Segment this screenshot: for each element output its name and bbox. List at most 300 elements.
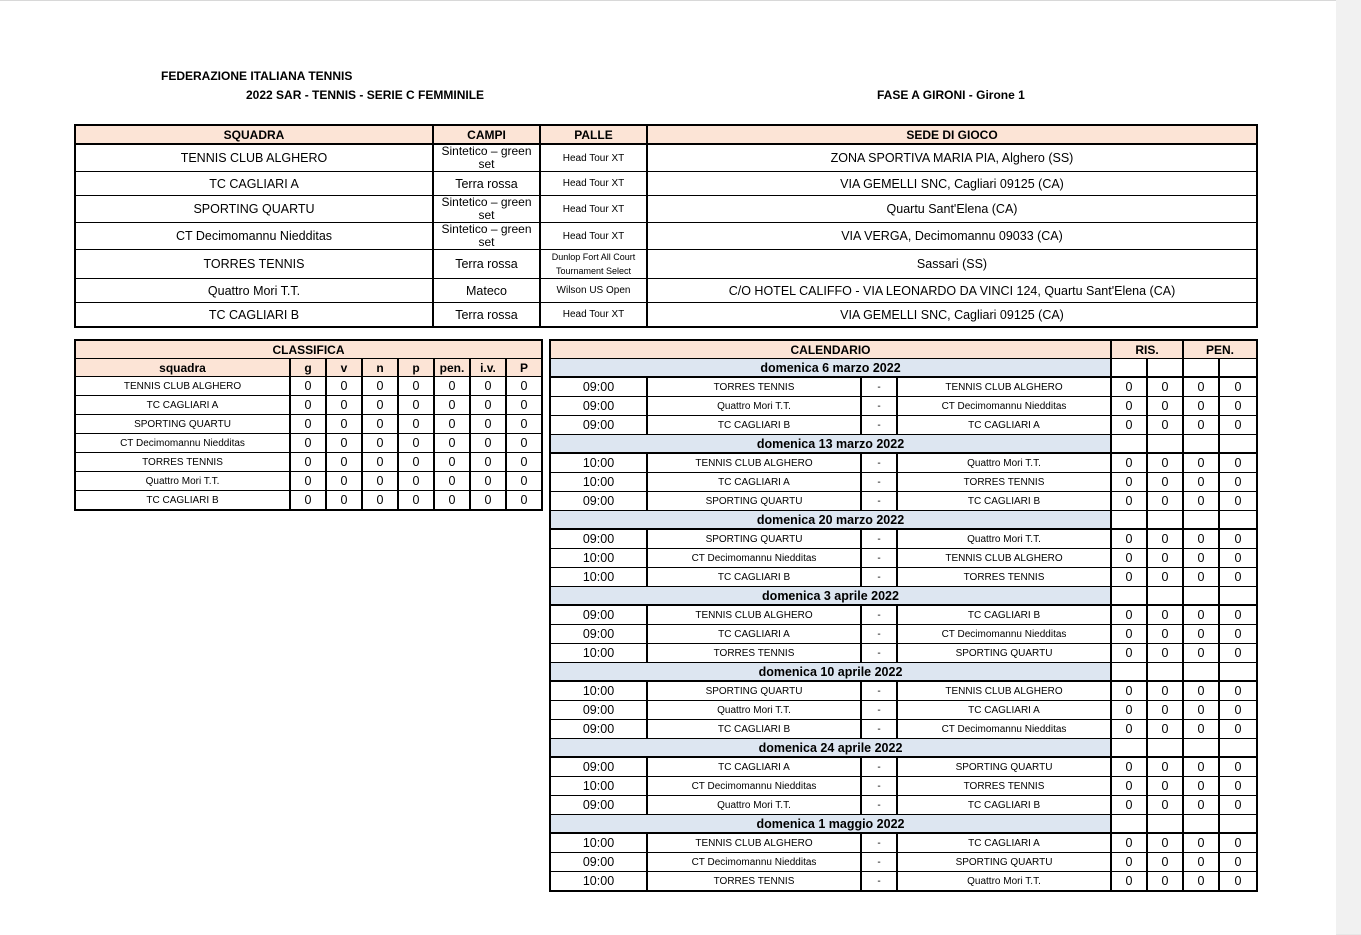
result-score-cell: 0 [1111, 720, 1147, 739]
match-away-team: TENNIS CLUB ALGHERO [897, 681, 1111, 701]
penalty-score-cell: 0 [1183, 625, 1219, 644]
result-score-cell: 0 [1147, 473, 1183, 492]
match-row [550, 872, 1257, 892]
match-row [550, 549, 1257, 568]
match-row [550, 853, 1257, 872]
score-header-blank [1183, 587, 1219, 606]
standings-value-cell: 0 [326, 491, 362, 511]
standings-value-cell: 0 [326, 377, 362, 396]
standings-value-cell: 0 [398, 415, 434, 434]
match-away-team: TENNIS CLUB ALGHERO [897, 377, 1111, 397]
penalty-score-cell: 0 [1219, 796, 1257, 815]
phase-title: FASE A GIRONI - Girone 1 [877, 88, 1025, 102]
match-away-team: CT Decimomannu Niedditas [897, 397, 1111, 416]
standings-value-cell: 0 [398, 453, 434, 472]
score-header-blank [1219, 663, 1257, 682]
standings-value-cell: 0 [326, 396, 362, 415]
standings-team-cell: TC CAGLIARI B [75, 491, 290, 511]
standings-value-cell: 0 [290, 491, 326, 511]
match-away-team: TENNIS CLUB ALGHERO [897, 549, 1111, 568]
match-separator: - [861, 625, 897, 644]
balls-cell: Head Tour XT [540, 144, 647, 172]
results-header: RIS. [1111, 340, 1183, 359]
score-header-blank [1219, 359, 1257, 378]
team-row [75, 144, 1257, 172]
match-time: 10:00 [550, 473, 647, 492]
balls-cell: Dunlop Fort All Court Tournament Select [540, 250, 647, 279]
result-score-cell: 0 [1147, 777, 1183, 796]
team-name-cell: SPORTING QUARTU [75, 196, 433, 223]
match-away-team: TC CAGLIARI B [897, 605, 1111, 625]
match-row [550, 644, 1257, 663]
score-header-blank [1219, 739, 1257, 758]
standings-row [75, 415, 542, 434]
match-home-team: TENNIS CLUB ALGHERO [647, 833, 861, 853]
result-score-cell: 0 [1111, 397, 1147, 416]
match-time: 09:00 [550, 757, 647, 777]
standings-value-cell: 0 [398, 472, 434, 491]
match-time: 10:00 [550, 549, 647, 568]
standings-value-cell: 0 [290, 453, 326, 472]
match-row [550, 757, 1257, 777]
match-home-team: CT Decimomannu Niedditas [647, 549, 861, 568]
match-home-team: TORRES TENNIS [647, 872, 861, 892]
match-row [550, 681, 1257, 701]
courts-cell: Mateco [433, 279, 540, 303]
penalty-score-cell: 0 [1183, 777, 1219, 796]
match-home-team: SPORTING QUARTU [647, 529, 861, 549]
score-header-blank [1111, 663, 1147, 682]
matchday-row [550, 587, 1257, 606]
match-separator: - [861, 872, 897, 892]
result-score-cell: 0 [1147, 549, 1183, 568]
penalty-score-cell: 0 [1183, 416, 1219, 435]
score-header-blank [1147, 435, 1183, 454]
match-separator: - [861, 492, 897, 511]
match-time: 09:00 [550, 416, 647, 435]
standings-value-cell: 0 [506, 491, 542, 511]
match-separator: - [861, 549, 897, 568]
result-score-cell: 0 [1147, 377, 1183, 397]
penalty-score-cell: 0 [1183, 796, 1219, 815]
match-separator: - [861, 681, 897, 701]
match-home-team: TORRES TENNIS [647, 377, 861, 397]
match-away-team: TORRES TENNIS [897, 568, 1111, 587]
team-name-cell: TORRES TENNIS [75, 250, 433, 279]
vertical-scrollbar[interactable] [1336, 0, 1361, 934]
score-header-blank [1219, 587, 1257, 606]
result-score-cell: 0 [1111, 872, 1147, 892]
match-away-team: SPORTING QUARTU [897, 853, 1111, 872]
match-separator: - [861, 453, 897, 473]
standings-value-cell: 0 [290, 396, 326, 415]
score-header-blank [1147, 815, 1183, 834]
match-separator: - [861, 833, 897, 853]
match-home-team: TORRES TENNIS [647, 644, 861, 663]
standings-value-cell: 0 [506, 415, 542, 434]
match-time: 09:00 [550, 605, 647, 625]
match-home-team: SPORTING QUARTU [647, 492, 861, 511]
match-home-team: CT Decimomannu Niedditas [647, 853, 861, 872]
match-home-team: Quattro Mori T.T. [647, 701, 861, 720]
match-separator: - [861, 377, 897, 397]
standings-col-header: v [326, 359, 362, 377]
standings-value-cell: 0 [506, 377, 542, 396]
match-time: 09:00 [550, 701, 647, 720]
standings-team-cell: Quattro Mori T.T. [75, 472, 290, 491]
standings-row [75, 396, 542, 415]
result-score-cell: 0 [1111, 473, 1147, 492]
score-header-blank [1111, 815, 1147, 834]
standings-value-cell: 0 [362, 472, 398, 491]
match-away-team: Quattro Mori T.T. [897, 529, 1111, 549]
penalty-score-cell: 0 [1183, 853, 1219, 872]
penalty-score-cell: 0 [1219, 681, 1257, 701]
standings-value-cell: 0 [362, 491, 398, 511]
match-separator: - [861, 397, 897, 416]
standings-row [75, 472, 542, 491]
standings-col-header: squadra [75, 359, 290, 377]
matchday-date: domenica 3 aprile 2022 [550, 587, 1111, 606]
match-row [550, 453, 1257, 473]
team-row [75, 303, 1257, 328]
match-row [550, 473, 1257, 492]
penalty-score-cell: 0 [1183, 549, 1219, 568]
penalty-score-cell: 0 [1183, 757, 1219, 777]
standings-value-cell: 0 [470, 377, 506, 396]
standings-team-cell: TENNIS CLUB ALGHERO [75, 377, 290, 396]
standings-value-cell: 0 [326, 472, 362, 491]
match-away-team: TORRES TENNIS [897, 473, 1111, 492]
result-score-cell: 0 [1111, 777, 1147, 796]
result-score-cell: 0 [1147, 416, 1183, 435]
standings-value-cell: 0 [362, 453, 398, 472]
match-time: 10:00 [550, 833, 647, 853]
team-row [75, 172, 1257, 196]
standings-value-cell: 0 [362, 434, 398, 453]
teams-header-venue: SEDE DI GIOCO [647, 125, 1257, 144]
score-header-blank [1111, 587, 1147, 606]
penalty-score-cell: 0 [1219, 568, 1257, 587]
penalty-score-cell: 0 [1183, 397, 1219, 416]
standings-value-cell: 0 [434, 377, 470, 396]
match-separator: - [861, 605, 897, 625]
match-home-team: TC CAGLIARI A [647, 473, 861, 492]
result-score-cell: 0 [1111, 701, 1147, 720]
federation-title: FEDERAZIONE ITALIANA TENNIS [161, 69, 353, 83]
match-row [550, 568, 1257, 587]
standings-value-cell: 0 [398, 491, 434, 511]
matchday-date: domenica 10 aprile 2022 [550, 663, 1111, 682]
standings-value-cell: 0 [362, 377, 398, 396]
penalty-score-cell: 0 [1183, 568, 1219, 587]
matchday-row [550, 815, 1257, 834]
match-home-team: TC CAGLIARI A [647, 625, 861, 644]
match-away-team: CT Decimomannu Niedditas [897, 625, 1111, 644]
result-score-cell: 0 [1147, 529, 1183, 549]
match-separator: - [861, 757, 897, 777]
match-separator: - [861, 796, 897, 815]
match-time: 09:00 [550, 529, 647, 549]
standings-col-header: g [290, 359, 326, 377]
calendar-title: CALENDARIO [550, 340, 1111, 359]
score-header-blank [1183, 359, 1219, 378]
competition-title: 2022 SAR - TENNIS - SERIE C FEMMINILE [246, 88, 485, 102]
standings-row [75, 377, 542, 396]
result-score-cell: 0 [1147, 796, 1183, 815]
match-away-team: Quattro Mori T.T. [897, 872, 1111, 892]
result-score-cell: 0 [1111, 549, 1147, 568]
standings-row [75, 491, 542, 511]
score-header-blank [1219, 815, 1257, 834]
penalty-score-cell: 0 [1219, 625, 1257, 644]
standings-value-cell: 0 [470, 472, 506, 491]
standings-columns-row [75, 359, 542, 377]
result-score-cell: 0 [1111, 833, 1147, 853]
match-time: 10:00 [550, 453, 647, 473]
penalty-score-cell: 0 [1219, 549, 1257, 568]
teams-header-courts: CAMPI [433, 125, 540, 144]
match-time: 09:00 [550, 625, 647, 644]
match-home-team: Quattro Mori T.T. [647, 796, 861, 815]
standings-value-cell: 0 [506, 453, 542, 472]
match-time: 09:00 [550, 377, 647, 397]
result-score-cell: 0 [1111, 453, 1147, 473]
match-time: 10:00 [550, 681, 647, 701]
result-score-cell: 0 [1147, 720, 1183, 739]
matchday-date: domenica 13 marzo 2022 [550, 435, 1111, 454]
score-header-blank [1183, 663, 1219, 682]
match-time: 10:00 [550, 872, 647, 892]
match-home-team: TENNIS CLUB ALGHERO [647, 453, 861, 473]
venue-cell: VIA GEMELLI SNC, Cagliari 09125 (CA) [647, 303, 1257, 328]
penalty-score-cell: 0 [1219, 701, 1257, 720]
standings-value-cell: 0 [470, 491, 506, 511]
match-row [550, 701, 1257, 720]
standings-value-cell: 0 [470, 434, 506, 453]
courts-cell: Terra rossa [433, 172, 540, 196]
standings-value-cell: 0 [290, 415, 326, 434]
match-row [550, 377, 1257, 397]
result-score-cell: 0 [1111, 625, 1147, 644]
standings-value-cell: 0 [362, 415, 398, 434]
match-away-team: Quattro Mori T.T. [897, 453, 1111, 473]
penalty-score-cell: 0 [1183, 681, 1219, 701]
venue-cell: VIA VERGA, Decimomannu 09033 (CA) [647, 223, 1257, 250]
standings-col-header: p [398, 359, 434, 377]
standings-value-cell: 0 [434, 491, 470, 511]
penalty-score-cell: 0 [1183, 833, 1219, 853]
result-score-cell: 0 [1111, 568, 1147, 587]
match-time: 09:00 [550, 492, 647, 511]
match-away-team: CT Decimomannu Niedditas [897, 720, 1111, 739]
score-header-blank [1219, 511, 1257, 530]
matchday-row [550, 435, 1257, 454]
penalty-score-cell: 0 [1219, 720, 1257, 739]
match-home-team: TC CAGLIARI B [647, 416, 861, 435]
match-row [550, 796, 1257, 815]
courts-cell: Sintetico – green set [433, 223, 540, 250]
match-time: 10:00 [550, 568, 647, 587]
score-header-blank [1219, 435, 1257, 454]
match-row [550, 720, 1257, 739]
matchday-date: domenica 24 aprile 2022 [550, 739, 1111, 758]
penalty-score-cell: 0 [1219, 473, 1257, 492]
standings-col-header: pen. [434, 359, 470, 377]
venue-cell: ZONA SPORTIVA MARIA PIA, Alghero (SS) [647, 144, 1257, 172]
match-home-team: TENNIS CLUB ALGHERO [647, 605, 861, 625]
balls-cell: Head Tour XT [540, 172, 647, 196]
match-separator: - [861, 701, 897, 720]
match-row [550, 605, 1257, 625]
team-row [75, 279, 1257, 303]
penalty-score-cell: 0 [1183, 453, 1219, 473]
standings-value-cell: 0 [398, 434, 434, 453]
standings-value-cell: 0 [506, 434, 542, 453]
match-separator: - [861, 853, 897, 872]
match-away-team: SPORTING QUARTU [897, 757, 1111, 777]
standings-value-cell: 0 [434, 396, 470, 415]
score-header-blank [1183, 435, 1219, 454]
match-row [550, 833, 1257, 853]
match-away-team: TC CAGLIARI B [897, 492, 1111, 511]
score-header-blank [1111, 511, 1147, 530]
match-home-team: TC CAGLIARI B [647, 568, 861, 587]
match-separator: - [861, 416, 897, 435]
penalty-score-cell: 0 [1183, 701, 1219, 720]
score-header-blank [1183, 815, 1219, 834]
penalty-score-cell: 0 [1219, 605, 1257, 625]
score-header-blank [1147, 511, 1183, 530]
match-away-team: TC CAGLIARI A [897, 416, 1111, 435]
result-score-cell: 0 [1111, 681, 1147, 701]
penalty-score-cell: 0 [1219, 377, 1257, 397]
penalty-score-cell: 0 [1219, 853, 1257, 872]
balls-cell: Head Tour XT [540, 303, 647, 328]
penalty-score-cell: 0 [1219, 757, 1257, 777]
courts-cell: Terra rossa [433, 303, 540, 328]
score-header-blank [1111, 435, 1147, 454]
result-score-cell: 0 [1147, 833, 1183, 853]
score-header-blank [1183, 739, 1219, 758]
match-separator: - [861, 644, 897, 663]
team-name-cell: TENNIS CLUB ALGHERO [75, 144, 433, 172]
penalty-score-cell: 0 [1183, 377, 1219, 397]
standings-value-cell: 0 [398, 377, 434, 396]
match-separator: - [861, 720, 897, 739]
matchday-row [550, 511, 1257, 530]
venue-cell: VIA GEMELLI SNC, Cagliari 09125 (CA) [647, 172, 1257, 196]
match-home-team: TC CAGLIARI B [647, 720, 861, 739]
penalty-score-cell: 0 [1219, 777, 1257, 796]
match-time: 09:00 [550, 796, 647, 815]
result-score-cell: 0 [1147, 625, 1183, 644]
result-score-cell: 0 [1111, 757, 1147, 777]
standings-col-header: n [362, 359, 398, 377]
standings-team-cell: CT Decimomannu Niedditas [75, 434, 290, 453]
standings-value-cell: 0 [470, 415, 506, 434]
penalty-score-cell: 0 [1183, 644, 1219, 663]
calendar-title-row [550, 340, 1257, 359]
score-header-blank [1147, 359, 1183, 378]
team-name-cell: TC CAGLIARI A [75, 172, 433, 196]
score-header-blank [1147, 739, 1183, 758]
standings-value-cell: 0 [434, 415, 470, 434]
match-away-team: SPORTING QUARTU [897, 644, 1111, 663]
result-score-cell: 0 [1111, 529, 1147, 549]
standings-value-cell: 0 [434, 472, 470, 491]
result-score-cell: 0 [1147, 492, 1183, 511]
match-separator: - [861, 529, 897, 549]
match-time: 09:00 [550, 853, 647, 872]
match-row [550, 492, 1257, 511]
penalty-score-cell: 0 [1219, 416, 1257, 435]
calendar-table [549, 339, 1258, 892]
teams-header-row [75, 125, 1257, 144]
penalty-score-cell: 0 [1183, 473, 1219, 492]
teams-header-team: SQUADRA [75, 125, 433, 144]
penalty-score-cell: 0 [1183, 529, 1219, 549]
team-name-cell: TC CAGLIARI B [75, 303, 433, 328]
venue-cell: Quartu Sant'Elena (CA) [647, 196, 1257, 223]
result-score-cell: 0 [1147, 853, 1183, 872]
match-home-team: TC CAGLIARI A [647, 757, 861, 777]
penalty-score-cell: 0 [1219, 453, 1257, 473]
match-time: 09:00 [550, 720, 647, 739]
penalty-score-cell: 0 [1183, 720, 1219, 739]
team-row [75, 223, 1257, 250]
penalty-score-cell: 0 [1219, 833, 1257, 853]
balls-cell: Wilson US Open [540, 279, 647, 303]
teams-header-balls: PALLE [540, 125, 647, 144]
standings-value-cell: 0 [326, 415, 362, 434]
match-separator: - [861, 473, 897, 492]
standings-table [74, 339, 543, 511]
match-row [550, 529, 1257, 549]
score-header-blank [1183, 511, 1219, 530]
result-score-cell: 0 [1147, 605, 1183, 625]
match-home-team: CT Decimomannu Niedditas [647, 777, 861, 796]
match-row [550, 397, 1257, 416]
standings-value-cell: 0 [506, 472, 542, 491]
match-away-team: TORRES TENNIS [897, 777, 1111, 796]
result-score-cell: 0 [1111, 605, 1147, 625]
result-score-cell: 0 [1111, 377, 1147, 397]
match-row [550, 777, 1257, 796]
score-header-blank [1111, 739, 1147, 758]
standings-title-row [75, 340, 542, 359]
matchday-date: domenica 20 marzo 2022 [550, 511, 1111, 530]
result-score-cell: 0 [1147, 872, 1183, 892]
penalty-score-cell: 0 [1219, 529, 1257, 549]
matchday-row [550, 739, 1257, 758]
result-score-cell: 0 [1111, 416, 1147, 435]
matchday-date: domenica 6 marzo 2022 [550, 359, 1111, 378]
standings-value-cell: 0 [470, 453, 506, 472]
match-away-team: TC CAGLIARI A [897, 701, 1111, 720]
result-score-cell: 0 [1147, 644, 1183, 663]
score-header-blank [1147, 663, 1183, 682]
balls-cell: Head Tour XT [540, 196, 647, 223]
result-score-cell: 0 [1147, 397, 1183, 416]
standings-value-cell: 0 [434, 453, 470, 472]
matchday-date: domenica 1 maggio 2022 [550, 815, 1111, 834]
standings-team-cell: TORRES TENNIS [75, 453, 290, 472]
standings-value-cell: 0 [398, 396, 434, 415]
team-name-cell: Quattro Mori T.T. [75, 279, 433, 303]
result-score-cell: 0 [1111, 796, 1147, 815]
result-score-cell: 0 [1147, 681, 1183, 701]
